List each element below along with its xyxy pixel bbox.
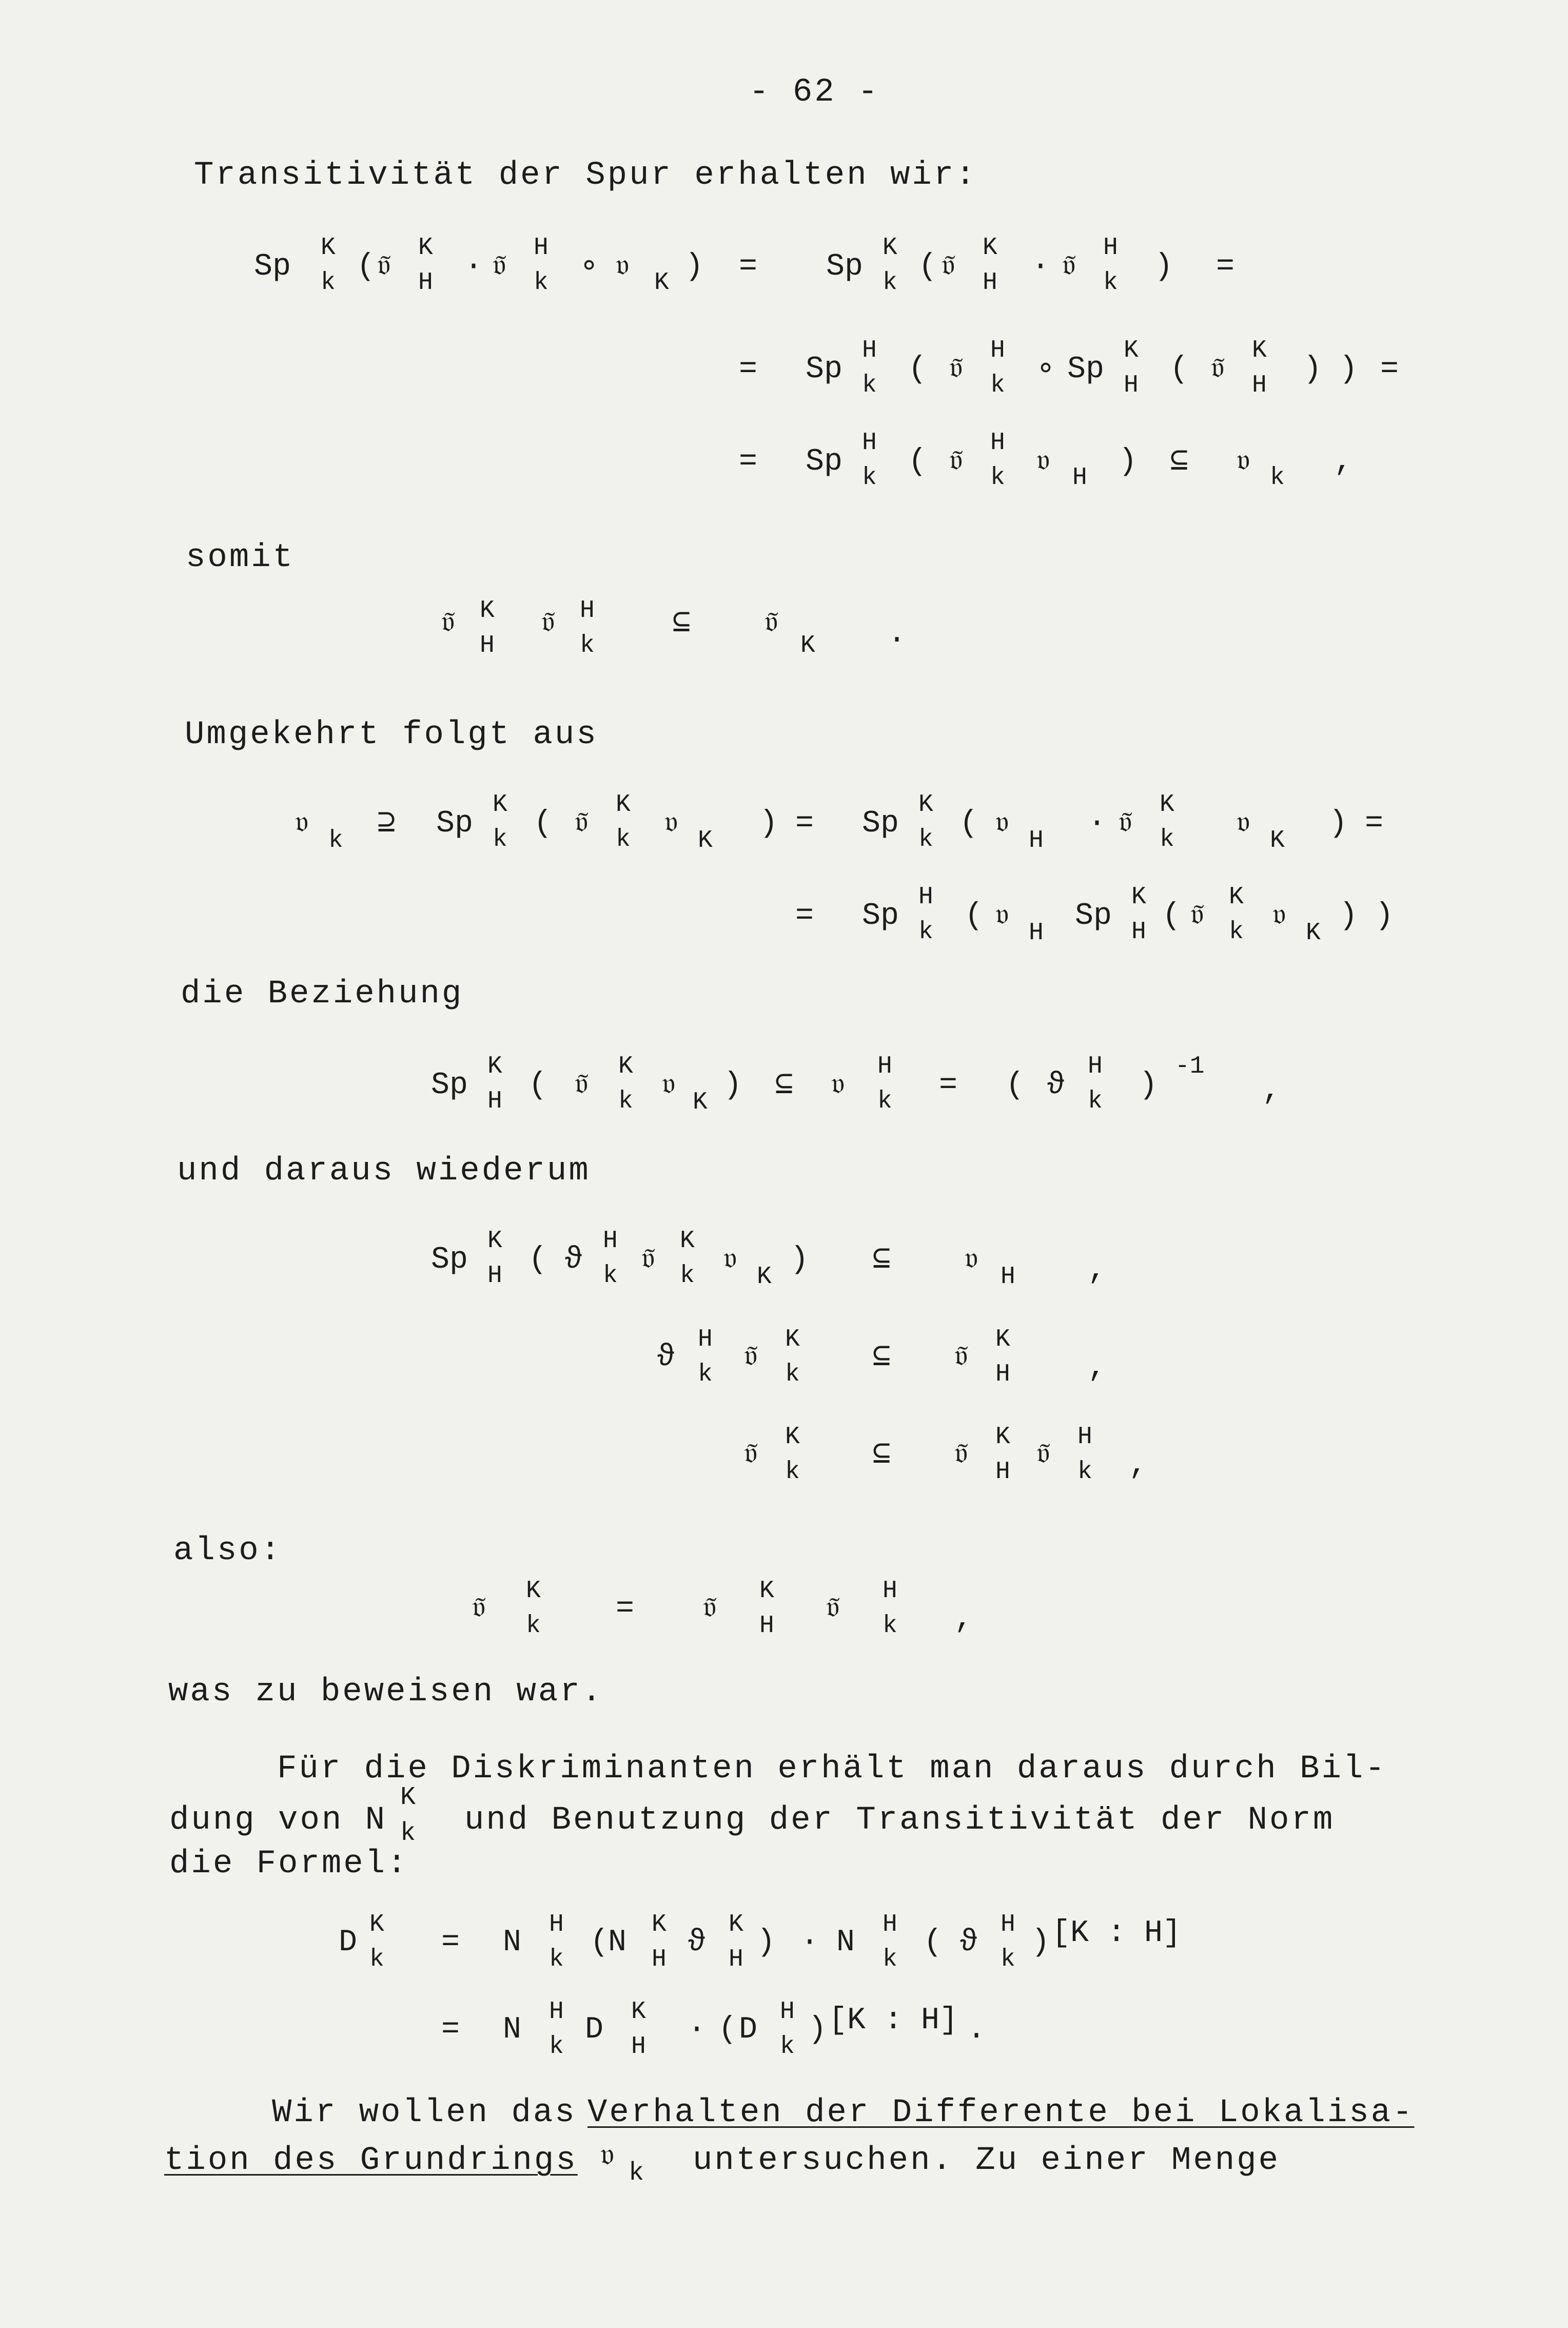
svg-text:Sp: Sp [254,249,291,284]
svg-text:Sp: Sp [1067,352,1105,387]
svg-text:ϑ: ϑ [657,1340,676,1375]
svg-text:Sp: Sp [431,1068,468,1103]
svg-text:𝔳: 𝔳 [1237,806,1250,841]
svg-text:k: k [1229,918,1244,946]
svg-text:): ) [1154,249,1173,284]
svg-text:k: k [1103,269,1118,297]
svg-text:=: = [1365,806,1384,841]
svg-text:=: = [739,352,758,387]
formula-line-13 [441,1998,986,2061]
svg-text:·: · [1088,806,1107,841]
svg-text:(: ( [590,1925,609,1960]
svg-text:H: H [580,597,595,625]
formula-line-9 [657,1326,1106,1388]
svg-text:): ) [759,806,778,841]
svg-text:K: K [1306,919,1321,947]
svg-text:K: K [983,234,997,262]
svg-text:·: · [688,2012,707,2047]
svg-text:(: ( [918,249,937,284]
svg-text:H: H [990,429,1005,457]
svg-text:k: k [918,918,933,946]
svg-text:H: H [1124,372,1139,399]
formula-somit [431,570,944,672]
svg-text:H: H [603,1227,618,1255]
svg-text:⊆: ⊆ [872,1243,891,1277]
svg-text:Sp: Sp [1075,899,1112,934]
svg-text:N: N [503,2012,522,2047]
paragraph-diskriminanten-line1: Für die Diskriminanten erhält man daraus durch Bil- [277,1751,1387,1788]
svg-text:k: k [549,1946,564,1973]
svg-text:K: K [757,1263,772,1291]
formula-discriminant [328,1894,1252,2068]
svg-text:): ) [1375,899,1394,934]
svg-text:(: ( [1162,899,1181,934]
paragraph-diskriminanten-line2b: und Benutzung der Transitivität der Norm [464,1802,1335,1839]
svg-text:H: H [862,429,877,457]
paragraph-wiederum: und daraus wiederum [177,1153,591,1190]
svg-text:𝔳̃: 𝔳̃ [703,1592,717,1626]
svg-text:H: H [990,337,1005,364]
paragraph-diskriminanten-line3: die Formel: [169,1846,409,1883]
svg-text:·: · [800,1925,819,1960]
svg-text:k: k [580,632,595,659]
svg-text:⊆: ⊆ [1170,444,1189,479]
svg-text:H: H [1077,1423,1092,1451]
svg-text:,: , [954,1602,973,1637]
svg-text:,: , [1129,1448,1148,1483]
svg-text:K: K [480,597,495,625]
svg-text:H: H [1072,464,1087,492]
paragraph-beziehung: die Beziehung [181,976,464,1013]
svg-text:=: = [739,444,758,479]
svg-text:=: = [1216,249,1235,284]
svg-text:𝔳̃: 𝔳̃ [441,606,455,641]
svg-text:): ) [757,1925,776,1960]
paragraph-beweisen: was zu beweisen war. [168,1674,604,1711]
svg-text:ϑ: ϑ [564,1243,583,1277]
svg-text:H: H [877,1053,892,1080]
svg-text:H: H [883,1911,897,1938]
svg-text:k: k [369,1946,384,1973]
svg-text:k: k [328,827,343,855]
svg-text:(: ( [1170,352,1189,387]
svg-text:k: k [534,269,548,297]
svg-text:k: k [618,1088,633,1115]
svg-text:H: H [1001,1911,1015,1938]
svg-text:k: k [680,1262,695,1290]
svg-text:): ) [685,249,704,284]
svg-text:𝔳̃: 𝔳̃ [744,1438,758,1472]
svg-text:N: N [836,1925,855,1960]
svg-text:D: D [739,2012,758,2047]
svg-text:K: K [785,1423,800,1451]
svg-text:H: H [1252,372,1267,399]
svg-text:k: k [1270,464,1285,492]
svg-text:K: K [883,234,897,262]
svg-text:K: K [1252,337,1267,364]
norm-superscript: K [400,1783,416,1812]
svg-text:H: H [983,269,997,297]
svg-text:k: k [918,826,933,853]
svg-text:Sp: Sp [431,1243,468,1277]
svg-text:𝔳̃: 𝔳̃ [954,1340,968,1375]
svg-text:K: K [995,1326,1010,1353]
svg-text:K: K [526,1577,541,1605]
svg-text:⊇: ⊇ [377,806,396,841]
svg-text:.: . [967,2012,986,2047]
svg-text:H: H [534,234,548,262]
svg-text:k: k [883,1946,897,1973]
svg-text:𝔳̃: 𝔳̃ [765,606,778,641]
svg-text:𝔳: 𝔳 [295,806,309,841]
svg-text:𝔳̃: 𝔳̃ [942,249,955,284]
svg-text:𝔳̃: 𝔳̃ [575,806,589,841]
svg-text:K: K [1160,791,1174,819]
paragraph-somit: somit [186,539,295,576]
svg-text:𝔳̃: 𝔳̃ [826,1592,840,1626]
svg-text:K: K [698,827,713,855]
svg-text:k: k [493,826,507,853]
paragraph-differente-line2a: tion des Grundrings [164,2142,578,2179]
svg-text:H: H [487,1088,502,1115]
svg-text:): ) [1339,352,1358,387]
ring-symbol: 𝔳 [600,2138,615,2174]
svg-text:=: = [1380,352,1399,387]
svg-text:=: = [795,899,814,934]
svg-text:k: k [862,372,877,399]
svg-text:=: = [441,1925,460,1960]
formula-also [462,1550,1026,1658]
svg-text:ϑ: ϑ [688,1925,707,1960]
svg-text:(: ( [528,1068,547,1103]
svg-text:K: K [995,1423,1010,1451]
svg-text:K: K [918,791,933,819]
svg-text:𝔳̃: 𝔳̃ [377,249,391,284]
formula-wiederum [421,1211,1344,1499]
svg-text:(: ( [1006,1068,1025,1103]
svg-text:k: k [603,1262,618,1290]
svg-text:Sp: Sp [806,352,843,387]
svg-text:k: k [1077,1458,1092,1486]
svg-text:𝔳̃: 𝔳̃ [472,1592,486,1626]
svg-text:N: N [608,1925,627,1960]
formula-line-5 [295,791,1383,855]
svg-text:𝔳: 𝔳 [616,249,630,284]
svg-text:𝔳̃: 𝔳̃ [954,1438,968,1472]
svg-text:𝔳: 𝔳 [831,1068,845,1103]
paragraph-also: also: [173,1532,283,1569]
norm-subscript: k [400,1819,416,1848]
svg-text:𝔳: 𝔳 [662,1068,676,1103]
svg-text:k: k [785,1458,800,1486]
svg-text:𝔳: 𝔳 [995,806,1009,841]
svg-text:𝔳̃: 𝔳̃ [493,249,506,284]
svg-text:H: H [995,1361,1010,1388]
svg-text:): ) [1303,352,1322,387]
svg-text:H: H [631,2033,646,2061]
svg-text:k: k [321,269,336,297]
svg-text:k: k [616,826,631,853]
svg-text:K: K [693,1089,708,1116]
svg-text:k: k [698,1361,713,1388]
svg-text:Sp: Sp [826,249,864,284]
formula-line-10 [744,1423,1147,1486]
svg-text:H: H [759,1612,774,1640]
svg-text:H: H [1029,827,1044,855]
svg-text:k: k [785,1361,800,1388]
ring-subscript: k [629,2159,644,2188]
svg-text:): ) [790,1243,809,1277]
svg-text:𝔳̃: 𝔳̃ [1062,249,1076,284]
svg-text:Sp: Sp [862,806,899,841]
svg-text:K: K [1124,337,1139,364]
svg-text:(: ( [908,352,927,387]
svg-text:⊆: ⊆ [672,606,691,641]
svg-text:k: k [780,2033,795,2061]
svg-text:K: K [652,1911,667,1938]
formula-trace-transitivity [246,203,1478,495]
svg-text:(: ( [965,899,984,934]
svg-text:H: H [1001,1263,1015,1291]
svg-text:Sp: Sp [862,899,899,934]
svg-text:(: ( [528,1243,547,1277]
svg-text:K: K [487,1227,502,1255]
svg-text:(: ( [924,1925,943,1960]
svg-text:H: H [729,1946,743,1973]
svg-text:k: k [883,269,897,297]
svg-text:k: k [526,1612,541,1640]
svg-text:=: = [441,2012,460,2047]
svg-text:𝔳: 𝔳 [1272,899,1286,934]
svg-text:H: H [487,1262,502,1290]
svg-text:): ) [723,1068,742,1103]
svg-text:Sp: Sp [436,806,474,841]
svg-text:K: K [369,1911,384,1938]
svg-text:𝔳̃: 𝔳̃ [949,352,963,387]
formula-umgekehrt [287,770,1467,970]
svg-text:k: k [883,1612,897,1640]
svg-text:H: H [480,632,495,659]
paragraph-differente-line1a: Wir wollen das [272,2094,577,2131]
svg-text:H: H [995,1458,1010,1486]
paragraph-diskriminanten-line2a: dung von N [169,1802,387,1839]
svg-text:H: H [549,1998,564,2026]
formula-line-8 [431,1227,1106,1291]
svg-text:=: = [739,249,758,284]
svg-text:H: H [698,1326,713,1353]
formula-line-2 [739,337,1399,399]
formula-line-3 [739,429,1353,492]
svg-text:Sp: Sp [806,444,843,479]
svg-text:,: , [1262,1073,1281,1108]
svg-text:K: K [418,234,433,262]
svg-text:𝔳̃: 𝔳̃ [1036,1438,1050,1472]
svg-text:𝔳: 𝔳 [664,806,678,841]
formula-alt-text [0,0,1,1]
svg-text:K: K [800,632,815,659]
svg-text:K: K [680,1227,695,1255]
svg-text:): ) [1119,444,1138,479]
svg-text:(: ( [908,444,927,479]
formula-line-1 [254,234,1234,297]
svg-text:·: · [464,249,483,284]
svg-text:K: K [654,269,669,297]
svg-text:H: H [1029,919,1044,947]
formula-line-6 [795,883,1394,947]
ring-formula [0,0,1,1]
svg-text:K: K [1229,883,1244,911]
svg-text:K: K [616,791,631,819]
svg-text:.: . [888,616,907,651]
svg-text:): ) [1339,899,1358,934]
paragraph-transitivitaet: Transitivität der Spur erhalten wir: [194,157,977,194]
svg-text:K: K [487,1053,502,1080]
svg-text:⊆: ⊆ [775,1068,794,1103]
svg-text:⊆: ⊆ [872,1438,891,1472]
svg-text:𝔳̃: 𝔳̃ [641,1243,655,1277]
svg-text:[K : H]: [K : H] [1052,1916,1182,1951]
svg-text:K: K [618,1053,633,1080]
svg-text:H: H [1088,1053,1103,1080]
svg-text:k: k [990,372,1005,399]
svg-text:𝔳̃: 𝔳̃ [1190,899,1204,934]
svg-text:⊆: ⊆ [872,1340,891,1375]
svg-text:𝔳: 𝔳 [1237,444,1250,479]
svg-text:H: H [549,1911,564,1938]
svg-text:D: D [339,1925,358,1960]
paragraph-differente-line2b: untersuchen. Zu einer Menge [693,2142,1280,2179]
svg-text:𝔳: 𝔳 [995,899,1009,934]
formula-beziehung [421,1037,1344,1139]
svg-text:H: H [918,883,933,911]
svg-text:𝔳̃: 𝔳̃ [1119,806,1132,841]
svg-text:(: ( [357,249,376,284]
svg-text:N: N [503,1925,522,1960]
svg-text:K: K [1270,827,1285,855]
svg-text:,: , [1334,444,1353,479]
svg-text:𝔳̃: 𝔳̃ [541,606,555,641]
svg-text:K: K [321,234,336,262]
svg-text:K: K [729,1911,743,1938]
svg-text:(: ( [534,806,553,841]
svg-text:𝔳̃: 𝔳̃ [949,444,963,479]
svg-text:=: = [616,1592,635,1626]
svg-text:𝔳̃: 𝔳̃ [744,1340,758,1375]
svg-text:H: H [1131,918,1146,946]
svg-text:𝔳: 𝔳 [965,1243,978,1277]
svg-text:K: K [785,1326,800,1353]
svg-text:k: k [862,464,877,492]
svg-text:,: , [1088,1253,1107,1288]
svg-text:K: K [631,1998,646,2026]
svg-text:k: k [549,2033,564,2061]
svg-text:∘: ∘ [1036,352,1055,387]
svg-text:H: H [418,269,433,297]
svg-text:·: · [1031,249,1050,284]
svg-text:(: ( [959,806,978,841]
svg-text:[K : H]: [K : H] [829,2003,958,2038]
svg-text:H: H [780,1998,795,2026]
svg-text:(: ( [718,2012,737,2047]
svg-text:𝔳̃: 𝔳̃ [575,1068,589,1103]
svg-text:𝔳̃: 𝔳̃ [1211,352,1225,387]
svg-text:𝔳: 𝔳 [1036,444,1050,479]
svg-text:ϑ: ϑ [1047,1068,1066,1103]
svg-text:H: H [652,1946,667,1973]
svg-text:∘: ∘ [580,249,599,284]
svg-text:H: H [883,1577,897,1605]
svg-text:k: k [1160,826,1174,853]
formula-line-12 [339,1911,1181,1973]
paragraph-differente-line1b: Verhalten der Differente bei Lokalisa- [587,2094,1415,2131]
svg-text:): ) [808,2012,827,2047]
svg-text:=: = [939,1068,958,1103]
svg-text:H: H [862,337,877,364]
svg-text:ϑ: ϑ [959,1925,978,1960]
svg-text:𝔳: 𝔳 [723,1243,737,1277]
svg-text:k: k [1001,1946,1015,1973]
svg-text:k: k [1088,1088,1103,1115]
page-number: - 62 - [749,74,880,111]
svg-text:): ) [1031,1925,1050,1960]
paragraph-umgekehrt: Umgekehrt folgt aus [185,716,598,753]
svg-text:K: K [759,1577,774,1605]
svg-text:): ) [1139,1068,1158,1103]
svg-text:): ) [1329,806,1348,841]
svg-text:=: = [795,806,814,841]
svg-text:k: k [990,464,1005,492]
svg-text:-1: -1 [1175,1053,1205,1080]
svg-text:K: K [1131,883,1146,911]
svg-text:D: D [585,2012,604,2047]
svg-text:,: , [1088,1350,1107,1385]
svg-text:H: H [1103,234,1118,262]
svg-text:K: K [493,791,507,819]
svg-text:k: k [877,1088,892,1115]
